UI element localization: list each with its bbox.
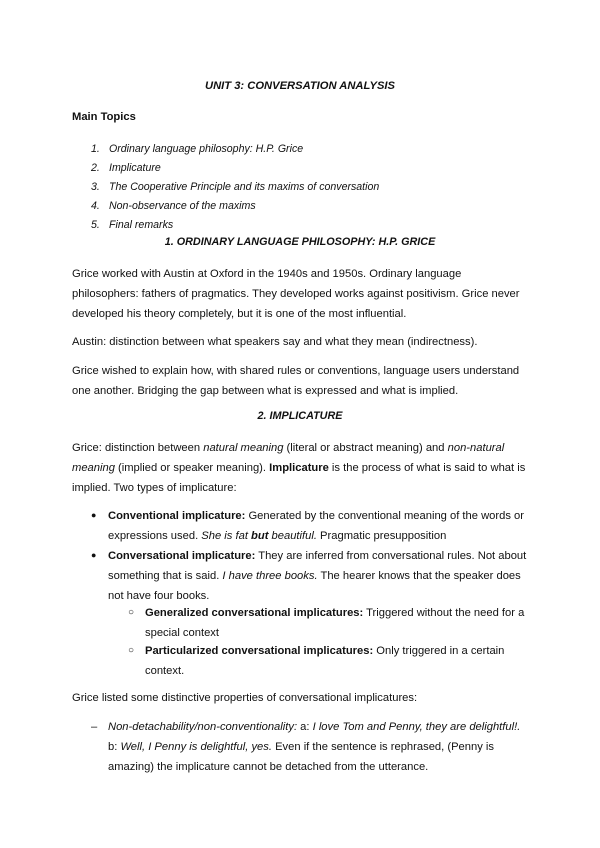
section-1-heading: 1. ORDINARY LANGUAGE PHILOSOPHY: H.P. GRICE [164, 236, 436, 248]
paragraph-line [72, 439, 504, 459]
text-run: Only triggered in a certain [373, 645, 505, 657]
text-run: (literal or abstract meaning) and [283, 442, 448, 454]
page-title: UNIT 3: CONVERSATION ANALYSIS [205, 80, 395, 92]
text-run: (implied or speaker meaning). [114, 462, 270, 474]
text-run: Even if the sentence is rephrased, (Penny is [271, 741, 494, 753]
text-run: expressions used. [108, 530, 202, 542]
circle-bullet-icon: ○ [128, 607, 135, 618]
italic-example: Well, I Penny is delightful, yes. [120, 741, 272, 753]
bullet-dot-icon: ● [91, 510, 97, 520]
topic-number: 1. [91, 143, 100, 155]
topic-label: Ordinary language philosophy: H.P. Grice [109, 143, 304, 155]
bullet-line: amazing) the implicature cannot be detached from the utterance. [108, 761, 429, 773]
italic-term: non-natural [447, 442, 505, 454]
italic-example: I have three books. [222, 570, 318, 582]
bullet-dot-icon: ● [91, 550, 97, 560]
text-run: a: [297, 721, 313, 733]
paragraph-line: implied. Two types of implicature: [72, 482, 237, 494]
bold-term: Particularized conversational implicatures: [145, 645, 374, 657]
bullet-line [145, 604, 524, 624]
topic-label: Non-observance of the maxims [109, 200, 256, 212]
bold-term: Conversational implicature: [108, 550, 256, 562]
bold-term: Generalized conversational implicatures: [145, 607, 364, 619]
topic-label: Implicature [109, 162, 161, 174]
bullet-line [145, 642, 504, 662]
italic-term: Non-detachability/non-conventionality: [108, 721, 298, 733]
text-run: Generated by the conventional meaning of the words or [245, 510, 524, 522]
paragraph-line [72, 459, 525, 479]
section-1-paragraph-2: Austin: distinction between what speakers say and what they mean (indirectness). [72, 336, 478, 348]
text-run: They are inferred from conversational rules. Not about [255, 550, 527, 562]
text-run: Triggered without the need for a [363, 607, 525, 619]
topic-label: The Cooperative Principle and its maxims of conversation [109, 181, 380, 193]
bold-term: Implicature [269, 462, 329, 474]
topic-number: 5. [91, 219, 100, 231]
bold-italic-word: but [251, 530, 269, 542]
italic-term: meaning [72, 462, 115, 474]
text-run: Grice: distinction between [72, 442, 204, 454]
bullet-line: special context [145, 627, 220, 639]
bullet-line [108, 567, 521, 587]
section-2-heading: 2. IMPLICATURE [257, 410, 343, 422]
properties-intro: Grice listed some distinctive properties of conversational implicatures: [72, 692, 418, 704]
italic-example: She is fat [201, 530, 252, 542]
bullet-line: not have four books. [108, 590, 210, 602]
text-run: Pragmatic presupposition [316, 530, 447, 542]
main-topics-heading: Main Topics [72, 111, 136, 123]
topic-number: 3. [91, 181, 100, 193]
circle-bullet-icon: ○ [128, 645, 135, 656]
bullet-line [108, 527, 446, 547]
bullet-line [108, 738, 494, 758]
topic-number: 2. [91, 162, 100, 174]
bold-term: Conventional implicature: [108, 510, 246, 522]
italic-term: natural meaning [203, 442, 284, 454]
topic-number: 4. [91, 200, 100, 212]
paragraph-line: one another. Bridging the gap between what is expressed and what is implied. [72, 385, 459, 397]
dash-bullet-icon: – [91, 721, 98, 733]
paragraph-line: Grice worked with Austin at Oxford in the 1940s and 1950s. Ordinary language [72, 268, 462, 280]
italic-example: I love Tom and Penny, they are delightful!. [312, 721, 521, 733]
paragraph-line: developed his theory completely, but it is one of the most influential. [72, 308, 407, 320]
bullet-line [108, 718, 520, 738]
bullet-line: context. [145, 665, 185, 677]
text-run: b: [108, 741, 121, 753]
topic-label: Final remarks [109, 219, 174, 231]
bullet-line [108, 547, 526, 567]
text-run: The hearer knows that the speaker does [317, 570, 521, 582]
bullet-line [108, 507, 524, 527]
paragraph-line: Grice wished to explain how, with shared rules or conventions, language users understand [72, 365, 520, 377]
paragraph-line: philosophers: fathers of pragmatics. They developed works against positivism. Grice never [72, 288, 520, 300]
text-run: something that is said. [108, 570, 223, 582]
italic-example: beautiful. [268, 530, 317, 542]
text-run: is the process of what is said to what is [328, 462, 526, 474]
